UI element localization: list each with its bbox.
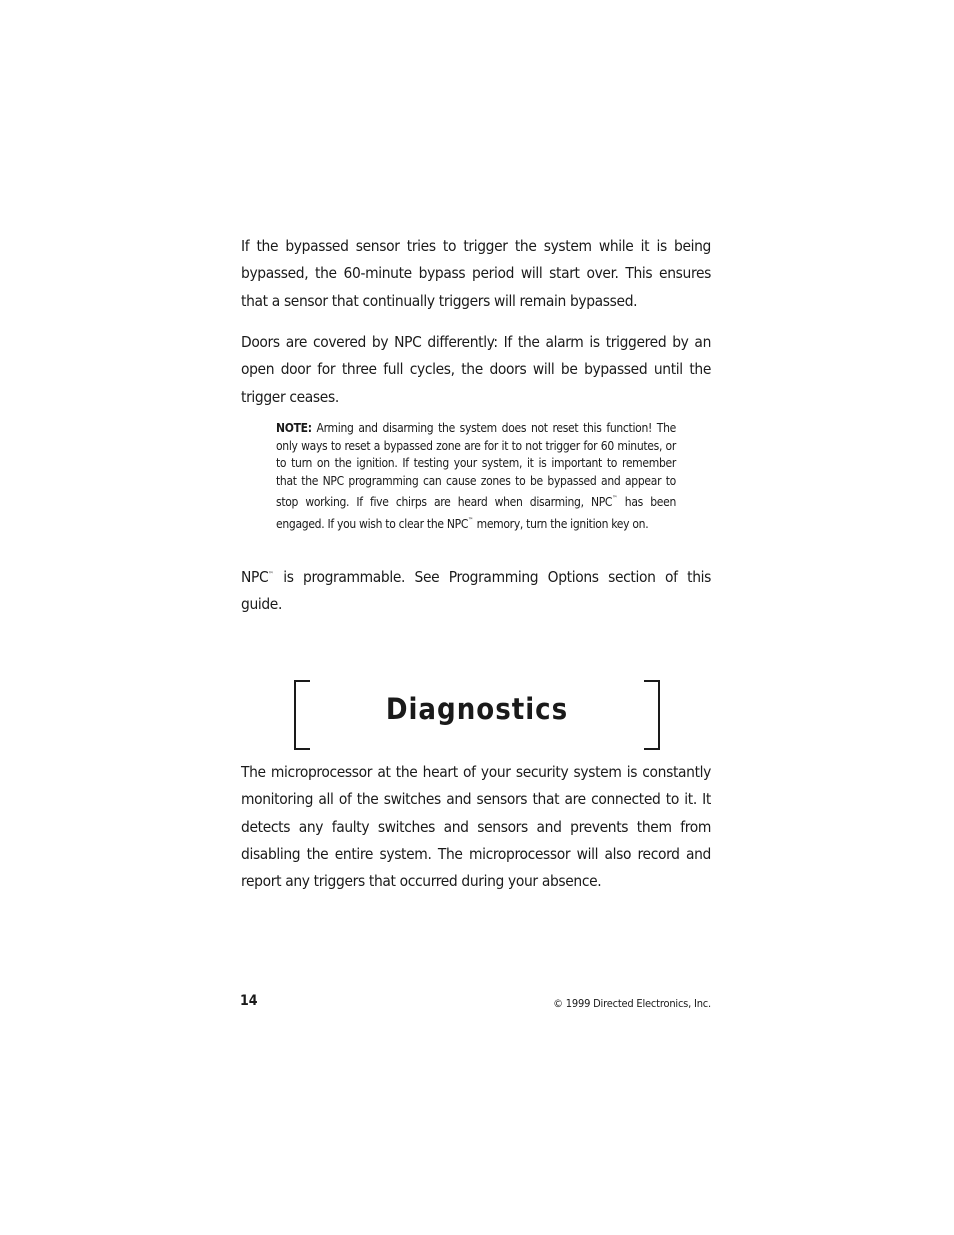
- note-block: [276, 420, 676, 533]
- note-text-c: memory, turn the ignition key on.: [473, 516, 649, 531]
- note-label: NOTE:: [276, 421, 312, 435]
- paragraph-bypass-restart: If the bypassed sensor tries to trigger the system while it is being bypassed, the 60-minute bypass period will start over. This ensures that a sensor that continually triggers will remain bypassed.: [241, 237, 711, 310]
- trademark-mark: ™: [268, 571, 274, 578]
- copyright-notice: © 1999 Directed Electronics, Inc.: [553, 997, 711, 1010]
- trademark-mark: ™: [612, 495, 618, 502]
- trademark-mark: ™: [468, 516, 474, 524]
- paragraph-doors-npc: Doors are covered by NPC differently: If the alarm is triggered by an open door for three full cycles, the doors will be bypassed until the trigger ceases.: [241, 333, 711, 406]
- paragraph-npc-programmable: [241, 561, 711, 619]
- npc-programmable-text: is programmable. See Programming Options section of this guide.: [241, 568, 711, 614]
- section-title: Diagnostics: [385, 692, 569, 726]
- note-text-a: Arming and disarming the system does not reset this function! The only ways to reset a bypassed zone are for it to not trigger for 60 minutes, or to turn on the ignition. If testing your system, it is important to remember that the NPC programming can cause zones to be bypassed and appear to stop working. If five chirps are heard when disarming, NPC: [276, 421, 676, 509]
- page-number: 14: [240, 993, 258, 1009]
- npc-term: NPC: [241, 568, 269, 586]
- section-heading-diagnostics: [294, 680, 660, 748]
- right-bracket-icon: [644, 680, 660, 750]
- note-text-b: has been engaged. If you wish to clear the NPC: [276, 495, 676, 531]
- paragraph-diagnostics: The microprocessor at the heart of your security system is constantly monitoring all of the switches and sensors that are connected to it. It detects any faulty switches and sensors and prevents them from disabling the entire system. The microprocessor will also record and report any triggers that occurred during your absence.: [241, 763, 711, 891]
